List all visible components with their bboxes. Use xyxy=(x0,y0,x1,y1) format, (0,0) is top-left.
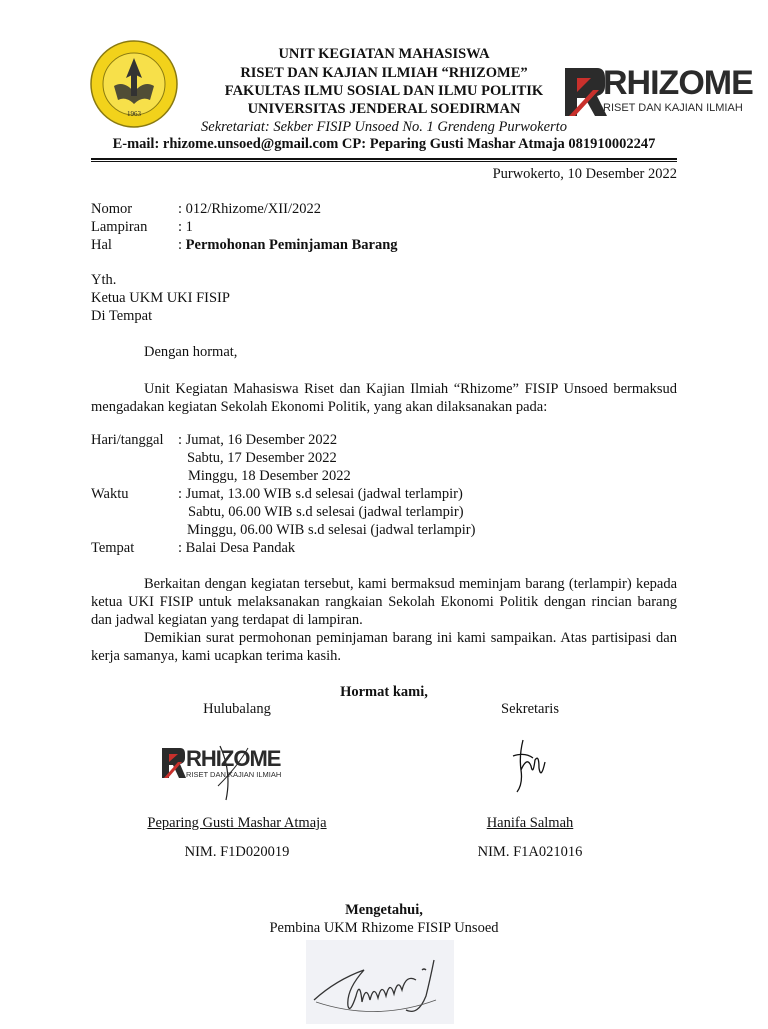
svg-text:1963: 1963 xyxy=(127,110,141,118)
schedule-day-2: Sabtu, 17 Desember 2022 xyxy=(187,450,337,466)
signer-right-role: Sekretaris xyxy=(501,701,559,717)
acknowledge-title: Mengetahui, xyxy=(345,902,423,918)
org-unit-title: UNIT KEGIATAN MAHASISWA xyxy=(278,46,490,62)
stamp-subtext: RISET DAN KAJIAN ILMIAH xyxy=(186,770,282,779)
schedule-time-1: : Jumat, 13.00 WIB s.d selesai (jadwal terlampir) xyxy=(178,486,463,502)
closing-text: Hormat kami, xyxy=(340,684,428,700)
header-rule-thin xyxy=(91,161,677,162)
body-paragraph-1: Berkaitan dengan kegiatan tersebut, kami bermaksud meminjam barang (terlampir) kepada ketua UKI FISIP untuk melaksanakan rangkaian Sekolah Ekonomi Politik dengan rincian barang dan jadwal kegiatan yang terdapat di lampiran. xyxy=(91,576,677,628)
logo-wordmark: RHIZOME xyxy=(603,64,753,102)
schedule-time-2: Sabtu, 06.00 WIB s.d selesai (jadwal terlampir) xyxy=(188,504,464,520)
schedule-place-value: : Balai Desa Pandak xyxy=(178,540,296,556)
schedule-time-label: Waktu xyxy=(91,486,129,502)
contact-line: E-mail: rhizome.unsoed@gmail.com CP: Peparing Gusti Mashar Atmaja 081910002247 xyxy=(112,136,656,152)
recipient-salutation: Yth. xyxy=(91,272,117,288)
org-name-title: RISET DAN KAJIAN ILMIAH “RHIZOME” xyxy=(240,65,528,81)
signer-left-name: Peparing Gusti Mashar Atmaja xyxy=(147,815,327,831)
recipient-place: Di Tempat xyxy=(91,308,153,324)
greeting: Dengan hormat, xyxy=(144,344,238,360)
meta-subject-text: Permohonan Peminjaman Barang xyxy=(185,237,398,253)
meta-number-value: : 012/Rhizome/XII/2022 xyxy=(178,201,321,217)
secretariat-address: Sekretariat: Sekber FISIP Unsoed No. 1 Grendeng Purwokerto xyxy=(201,119,567,135)
university-title: UNIVERSITAS JENDERAL SOEDIRMAN xyxy=(247,101,521,117)
stamp-wordmark: RHIZOME xyxy=(186,746,281,771)
schedule-time-3: Minggu, 06.00 WIB s.d selesai (jadwal terlampir) xyxy=(187,522,476,538)
meta-subject-label: Hal xyxy=(91,237,112,253)
header-rule xyxy=(91,158,677,160)
rhizome-stamp-icon xyxy=(160,742,282,802)
schedule-day-label: Hari/tanggal xyxy=(91,432,164,448)
signer-right-name: Hanifa Salmah xyxy=(486,815,574,831)
meta-number-label: Nomor xyxy=(91,201,133,217)
signer-right-nim: NIM. F1A021016 xyxy=(477,844,583,860)
recipient-name: Ketua UKM UKI FISIP xyxy=(91,290,230,306)
rhizome-logo-icon xyxy=(563,64,753,120)
schedule-day-1: : Jumat, 16 Desember 2022 xyxy=(178,432,338,448)
signer-left-nim: NIM. F1D020019 xyxy=(184,844,290,860)
signature-secretary-icon xyxy=(503,736,555,794)
meta-attachment-label: Lampiran xyxy=(91,219,148,235)
meta-subject-value xyxy=(178,237,398,254)
meta-subject-colon: : xyxy=(178,237,186,253)
meta-attachment-value: : 1 xyxy=(178,219,193,235)
faculty-title: FAKULTAS ILMU SOSIAL DAN ILMU POLITIK xyxy=(224,83,544,99)
schedule-place-label: Tempat xyxy=(91,540,135,556)
letter-date: Purwokerto, 10 Desember 2022 xyxy=(492,166,677,182)
signer-left-role: Hulubalang xyxy=(203,701,271,717)
acknowledge-role: Pembina UKM Rhizome FISIP Unsoed xyxy=(269,920,499,936)
intro-paragraph: Unit Kegiatan Mahasiswa Riset dan Kajian Ilmiah “Rhizome” FISIP Unsoed bermaksud mengadakan kegiatan Sekolah Ekonomi Politik, yang akan dilaksanakan pada: xyxy=(91,381,677,415)
signature-advisor-icon xyxy=(306,940,454,1024)
body-paragraph-2: Demikian surat permohonan peminjaman barang ini kami sampaikan. Atas partisipasi dan kerja samanya, kami ucapkan terima kasih. xyxy=(91,630,677,664)
logo-subtext: RISET DAN KAJIAN ILMIAH xyxy=(603,102,743,114)
schedule-day-3: Minggu, 18 Desember 2022 xyxy=(188,468,351,484)
